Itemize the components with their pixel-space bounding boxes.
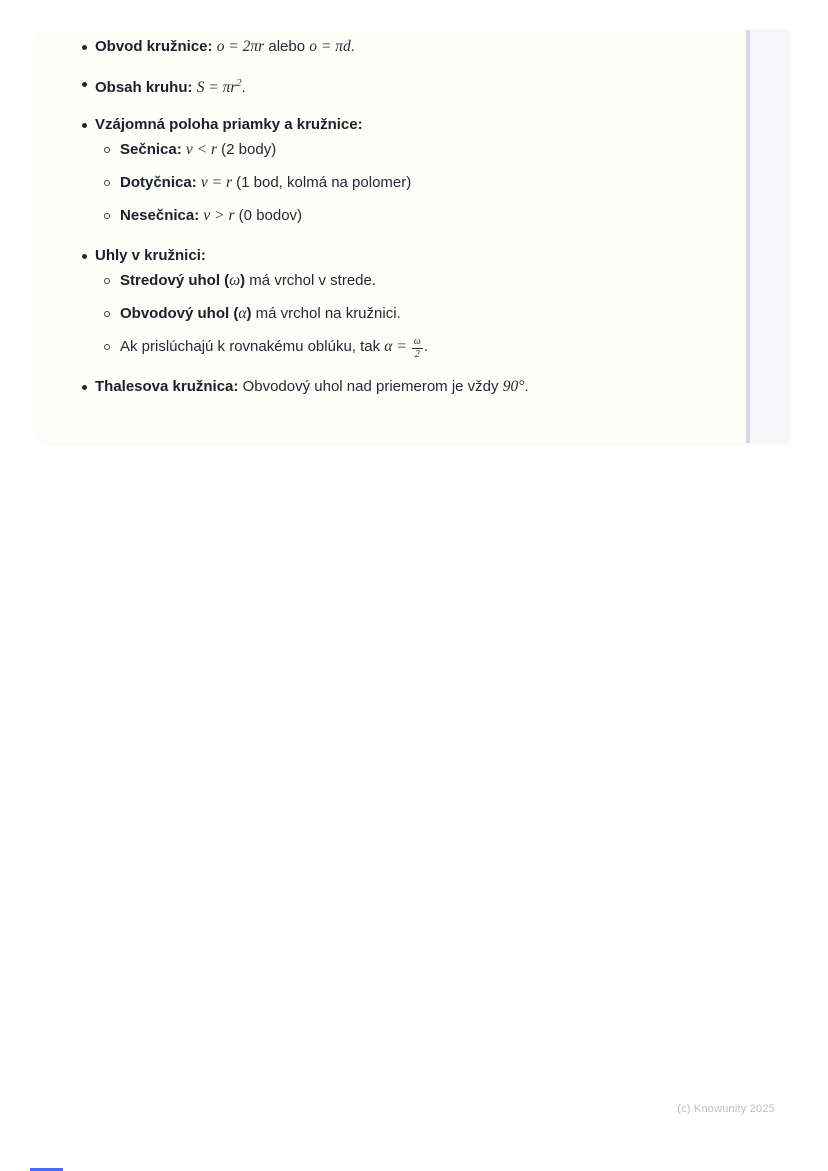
circle-bullet-icon bbox=[104, 213, 110, 219]
list-item-text bbox=[95, 378, 529, 395]
document-page bbox=[38, 30, 790, 443]
text-segment: . bbox=[241, 79, 246, 96]
text-segment: Obvodový uhol nad priemerom je vždy bbox=[242, 378, 503, 395]
text-segment: Dotyčnica: bbox=[120, 174, 201, 191]
list-item-text bbox=[120, 272, 376, 289]
text-segment: o = πd bbox=[309, 38, 351, 55]
text-segment: ) bbox=[240, 272, 246, 289]
text-segment: má vrchol v strede. bbox=[245, 272, 377, 289]
bullet-icon bbox=[82, 123, 87, 128]
text-segment: α bbox=[238, 305, 247, 322]
list-item-text bbox=[95, 247, 206, 264]
text-segment: 90° bbox=[502, 378, 525, 395]
text-segment: alebo bbox=[264, 38, 310, 55]
circle-bullet-icon bbox=[104, 180, 110, 186]
text-segment: Stredový uhol ( bbox=[120, 272, 230, 289]
text-segment: v > r bbox=[203, 207, 235, 224]
copyright-watermark: (c) Knowunity 2025 bbox=[677, 1103, 775, 1115]
circle-bullet-icon bbox=[104, 147, 110, 153]
circle-bullet-icon bbox=[104, 278, 110, 284]
circle-bullet-icon bbox=[104, 311, 110, 317]
list-item-text bbox=[95, 116, 363, 133]
list-item bbox=[38, 115, 744, 226]
list-item bbox=[38, 377, 744, 397]
text-segment: Thalesova kružnica: bbox=[95, 378, 243, 395]
text-segment: 2 bbox=[236, 78, 242, 89]
list-item bbox=[38, 246, 744, 360]
list-item-text bbox=[120, 336, 428, 360]
circle-bullet-icon bbox=[104, 344, 110, 350]
list-item-text bbox=[120, 207, 302, 224]
text-segment: Vzájomná poloha priamky a kružnice: bbox=[95, 116, 363, 133]
page-margin-strip bbox=[750, 30, 790, 443]
list-item-text bbox=[120, 174, 411, 191]
notes-content bbox=[38, 30, 744, 397]
text-segment: Ak prislúchajú k rovnakému oblúku, tak bbox=[120, 338, 385, 355]
sub-list-item bbox=[95, 206, 744, 226]
bullet-icon bbox=[82, 45, 87, 50]
list-item bbox=[38, 74, 744, 98]
bullet-icon bbox=[82, 82, 87, 87]
text-segment: S = πr bbox=[196, 79, 237, 96]
fraction: $\frac{\omega}{2}$ bbox=[413, 336, 421, 360]
list-item-text bbox=[95, 79, 246, 96]
list-item-text bbox=[120, 305, 401, 322]
sub-list-item bbox=[95, 140, 744, 160]
text-segment: o = 2πr bbox=[216, 38, 265, 55]
sub-list-item bbox=[95, 337, 744, 360]
sub-list bbox=[95, 140, 744, 226]
text-segment: Sečnica: bbox=[120, 141, 186, 158]
list-item bbox=[38, 37, 744, 57]
text-segment: (0 bodov) bbox=[234, 207, 303, 224]
text-segment: . bbox=[350, 38, 355, 55]
text-segment: α = bbox=[384, 338, 411, 355]
bullet-icon bbox=[82, 254, 87, 259]
text-segment: . bbox=[524, 378, 529, 395]
sub-list-item bbox=[95, 173, 744, 193]
text-segment: Obvod kružnice: bbox=[95, 38, 217, 55]
sub-list bbox=[95, 271, 744, 360]
text-segment: má vrchol na kružnici. bbox=[251, 305, 401, 322]
notes-list bbox=[38, 37, 744, 397]
list-item-text bbox=[120, 141, 276, 158]
text-segment: ) bbox=[246, 305, 252, 322]
text-segment: ω bbox=[229, 272, 241, 289]
text-segment: v < r bbox=[185, 141, 217, 158]
text-segment: Obsah kruhu: bbox=[95, 79, 197, 96]
bullet-icon bbox=[82, 385, 87, 390]
text-segment: v = r bbox=[200, 174, 232, 191]
text-segment: Uhly v kružnici: bbox=[95, 247, 206, 264]
vertical-divider bbox=[746, 30, 750, 443]
text-segment: (1 bod, kolmá na polomer) bbox=[231, 174, 412, 191]
text-segment: . bbox=[423, 338, 428, 355]
sub-list-item bbox=[95, 271, 744, 291]
text-segment: (2 body) bbox=[217, 141, 277, 158]
text-segment: Obvodový uhol ( bbox=[120, 305, 239, 322]
sub-list-item bbox=[95, 304, 744, 324]
list-item-text bbox=[95, 38, 355, 55]
text-segment: Nesečnica: bbox=[120, 207, 204, 224]
